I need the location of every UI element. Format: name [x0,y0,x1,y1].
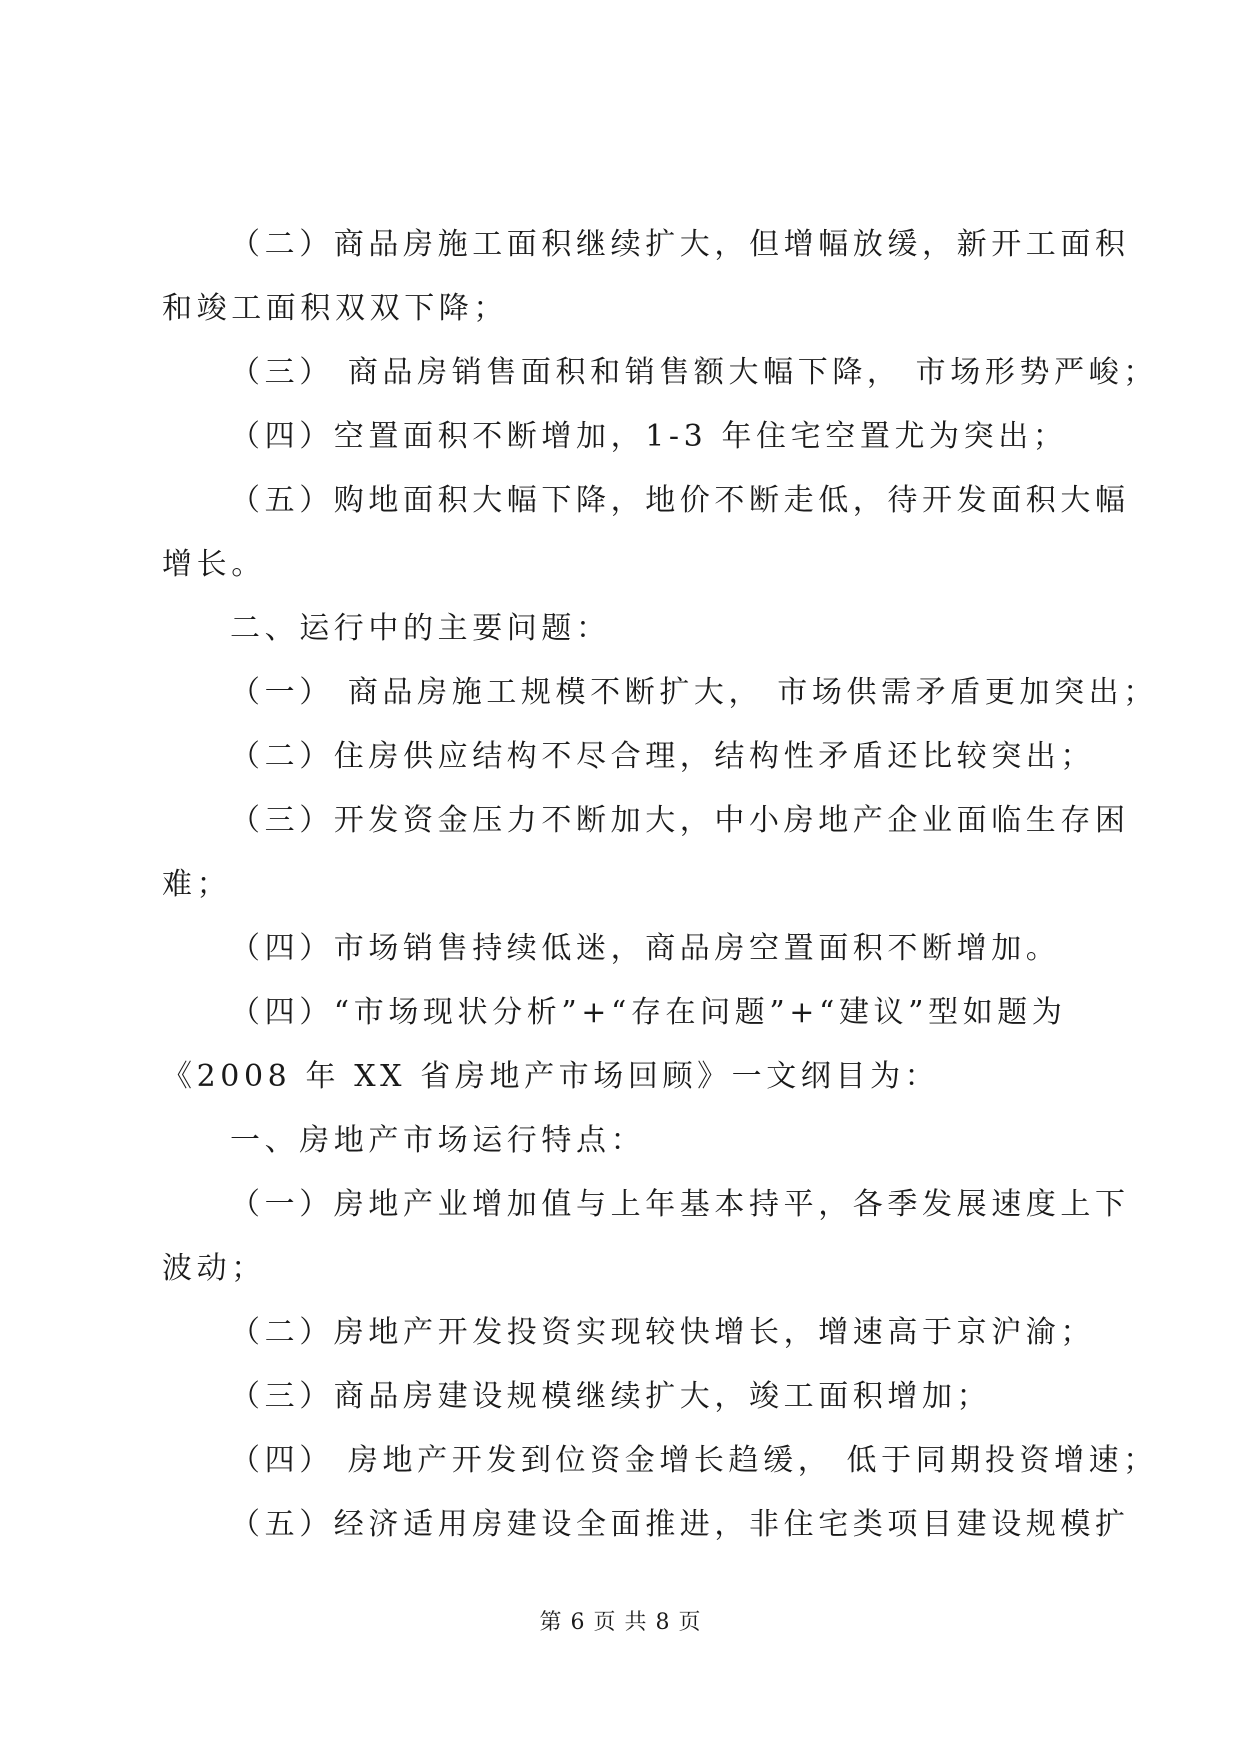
body-line: （四） 房地产开发到位资金增长趋缓， 低于同期投资增速； [230,1443,1158,1478]
body-line: （三） 商品房销售面积和销售额大幅下降， 市场形势严峻； [230,355,1158,390]
body-line: 《2008 年 XX 省房地产市场回顾》一文纲目为： [162,1059,940,1094]
section-heading: 一、房地产市场运行特点： [230,1123,646,1158]
body-line: 和竣工面积双双下降； [162,291,508,326]
page-number-footer: 第 6 页 共 8 页 [539,1610,702,1635]
section-heading: 二、运行中的主要问题： [230,611,611,646]
body-line: （五）购地面积大幅下降，地价不断走低，待开发面积大幅 [230,483,1130,518]
document-body [162,227,1158,1573]
body-line: （二）房地产开发投资实现较快增长，增速高于京沪渝； [230,1315,1095,1350]
body-line: 增长。 [162,547,266,582]
body-line: （四）“市场现状分析”+“存在问题”+“建议”型如题为 [230,995,1067,1030]
body-line: 难； [162,867,232,902]
body-line: （二）住房供应结构不尽合理，结构性矛盾还比较突出； [230,739,1095,774]
body-line: （一） 商品房施工规模不断扩大， 市场供需矛盾更加突出； [230,675,1158,710]
body-line: （四）市场销售持续低迷，商品房空置面积不断增加。 [230,931,1061,966]
body-line: （三）商品房建设规模继续扩大，竣工面积增加； [230,1379,992,1414]
body-line: （二）商品房施工面积继续扩大，但增幅放缓，新开工面积 [230,227,1130,262]
body-line: （三）开发资金压力不断加大，中小房地产企业面临生存困 [230,803,1130,838]
body-line: （五）经济适用房建设全面推进，非住宅类项目建设规模扩 [230,1507,1130,1542]
body-line: （四）空置面积不断增加，1-3 年住宅空置尤为突出； [230,419,1068,454]
body-line: （一）房地产业增加值与上年基本持平，各季发展速度上下 [230,1187,1130,1222]
body-line: 波动； [162,1251,266,1286]
